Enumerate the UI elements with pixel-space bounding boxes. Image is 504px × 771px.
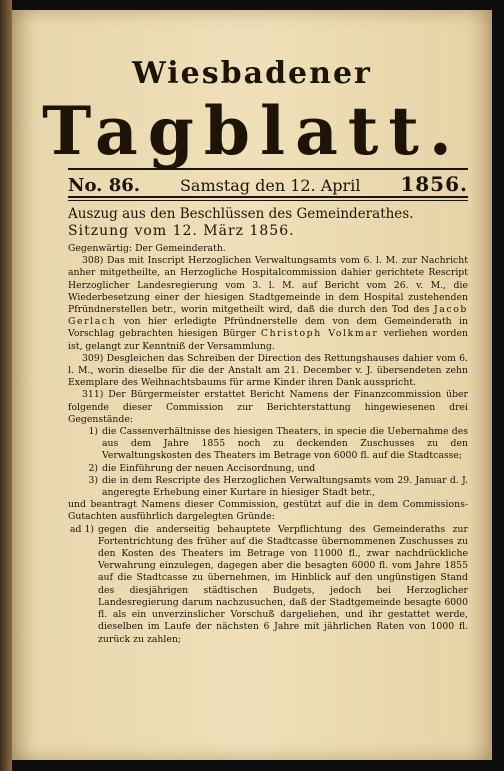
article-headline: Auszug aus den Beschlüssen des Gemeinderathes.: [68, 206, 414, 222]
issue-line: [68, 172, 468, 196]
present-value: Der Gemeinderath.: [135, 243, 226, 254]
present-line: [68, 243, 468, 255]
list-item: [76, 475, 468, 499]
paragraph-308-text: 308) Das mit Inscript Herzoglichen Verwaltungsamts vom 6. l. M. zur Nachricht anher mitgetheilte, an Herzogliche Hospitalcommission dahier gerichtete Rescript Herzoglicher Landesregierung vom 3. l. M. auf Bericht vom 26. v. M., die Wiederbesetzung einer der hiesigen Stadtgemeinde in dem Hospital zustehenden Pfründnerstellen betr., worin mitgetheilt wird, daß die durch den Tod des: [68, 255, 468, 316]
paragraph-311-continuation: und beantragt Namens dieser Commission, gestützt auf die in dem Commissions-Gutachten ausführlich dargelegten Gründe:: [68, 499, 468, 523]
paragraph-311-intro: 311) Der Bürgermeister erstattet Bericht Namens der Finanzcommission über folgende dieser Commission zur Berichterstattung hingewiesenen drei Gegenstände:: [68, 389, 468, 425]
topic-list: [76, 426, 468, 499]
paragraph-309: 309) Desgleichen das Schreiben der Direction des Rettungshauses dahier vom 6. l. M., worin dieselbe für die der Anstalt am 21. December v. J. übersendeten zehn Exemplare des Weihnachtsbaums für arme Kinder ihren Dank ausspricht.: [68, 352, 468, 389]
motion-ad-1-text: gegen die anderseitig behauptete Verpflichtung des Gemeinderaths zur Fortentrichtung des früher auf die Stadtcasse übernommenen Zuschusses zu den Kosten des Theaters im Betrage von 11000 fl., zwar nachdrückliche Verwahrung einzulegen, dagegen aber die besagten 6000 fl. vom Jahre 1855 auf die Stadtcasse zu übernehmen, im Hinblick auf den ungünstigen Stand des diesjährigen städtischen Budgets, jedoch bei Herzoglicher Landesregierung darum nachzusuchen, daß der Stadtgemeinde besagte 6000 fl. als ein unverzinslicher Vorschuß dargeliehen, und ihr gestattet werde, dieselben im Laufe der nächsten 6 Jahre mit jährlichen Raten von 1000 fl. zurück zu zahlen;: [98, 523, 468, 645]
issue-number: [68, 175, 140, 196]
list-item-marker: 1): [88, 426, 98, 438]
issue-year: 1856.: [400, 172, 468, 196]
masthead-title: Tagblatt.: [42, 92, 462, 170]
motion-ad-1: [68, 524, 468, 646]
masthead-rule-top: [68, 168, 468, 170]
paragraph-308-end: verliehen worden ist, gelangt zur Kenntniß der Versammlung.: [68, 328, 468, 352]
issue-number-label: No.: [68, 175, 103, 196]
newspaper-page: [12, 10, 492, 760]
list-item-text: die Cassenverhältnisse des hiesigen Theaters, in specie die Uebernahme des aus dem Jahre 1855 noch zu deckenden Zuschusses zu den Verwaltungskosten des Theaters im Betrage von 6000 fl. auf die Stadtcasse;: [102, 426, 468, 462]
motion-ad-1-marker: ad 1): [70, 523, 94, 535]
issue-number-value: 86.: [108, 175, 141, 196]
masthead-rule-bottom: [68, 196, 468, 198]
present-label: Gegenwärtig:: [68, 243, 133, 254]
paragraph-308-middle: von hier erledigte Pfründnerstelle dem von dem Gemeinderath in Vorschlag gebrachten hiesigen Bürger: [68, 316, 468, 340]
paragraph-308: [68, 255, 468, 353]
issue-date: Samstag den 12. April: [179, 176, 361, 195]
list-item-marker: 3): [88, 474, 98, 486]
list-item-text: die in dem Rescripte des Herzoglichen Verwaltungsamts vom 29. Januar d. J. angeregte Erhebung einer Kurtare in hiesiger Stadt betr.,: [102, 474, 468, 499]
list-item-marker: 2): [88, 462, 98, 474]
book-spine: [0, 0, 12, 771]
masthead-top-line: Wiesbadener: [132, 56, 372, 91]
session-line: Sitzung vom 12. März 1856.: [68, 223, 295, 239]
person-name-volkmar: Christoph Volkmar: [260, 328, 379, 340]
list-item: [76, 426, 468, 463]
article: [68, 206, 468, 646]
person-name-gerlach: Jacob Gerlach: [68, 304, 468, 328]
masthead-rule-bottom-thin: [68, 200, 468, 201]
list-item: [76, 463, 468, 475]
list-item-text: die Einführung der neuen Accisordnung, und: [102, 462, 316, 474]
